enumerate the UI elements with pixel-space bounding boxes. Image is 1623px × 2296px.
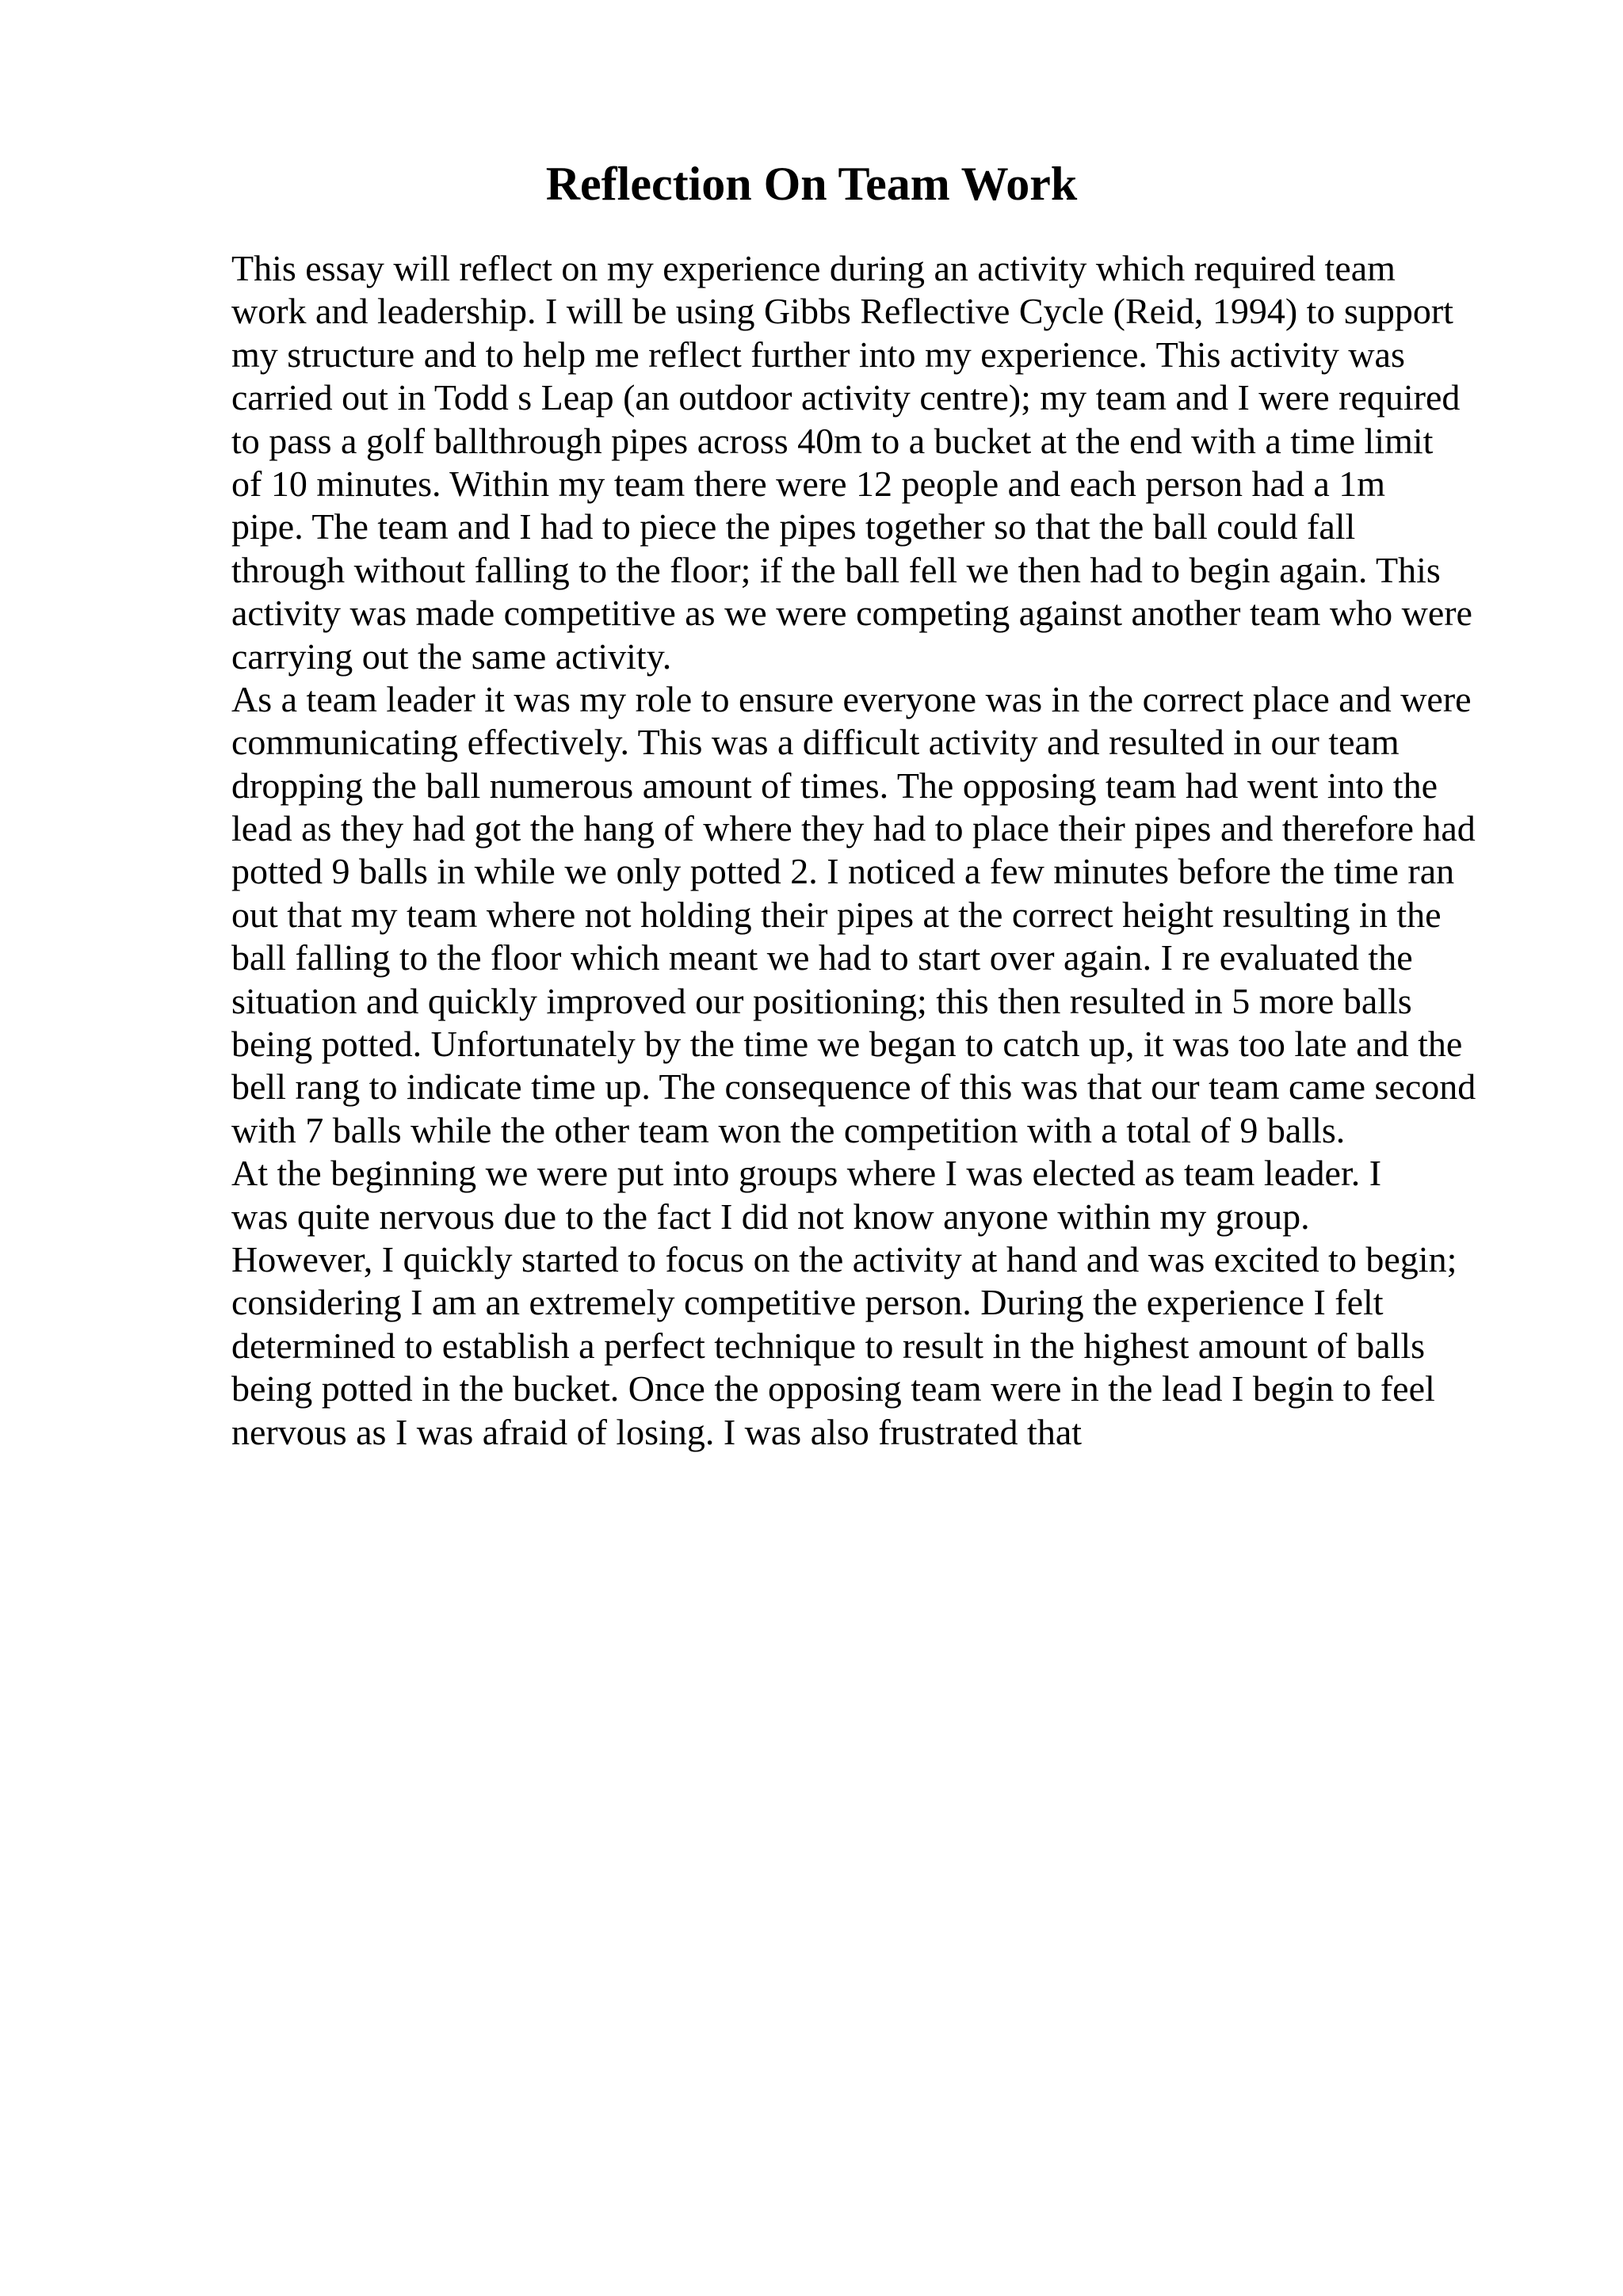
body-line: being potted in the bucket. Once the opposing team were in the lead I begin to feel (231, 1368, 1435, 1409)
body-line: communicating effectively. This was a difficult activity and resulted in our team (231, 722, 1400, 763)
document-title: Reflection On Team Work (545, 158, 1078, 210)
body-line: being potted. Unfortunately by the time we began to catch up, it was too late and the (231, 1024, 1463, 1065)
body-line: potted 9 balls in while we only potted 2. I noticed a few minutes before the time ran (231, 851, 1455, 892)
body-line: This essay will reflect on my experience during an activity which required team (231, 248, 1396, 288)
body-line: At the beginning we were put into groups where I was elected as team leader. I (231, 1153, 1382, 1194)
body-line: determined to establish a perfect technique to result in the highest amount of balls (231, 1325, 1426, 1366)
body-line: out that my team where not holding their pipes at the correct height resulting in the (231, 894, 1442, 935)
body-line: activity was made competitive as we were competing against another team who were (231, 593, 1472, 634)
body-line: bell rang to indicate time up. The consequence of this was that our team came second (231, 1066, 1476, 1108)
body-line: As a team leader it was my role to ensure everyone was in the correct place and were (231, 678, 1472, 719)
body-line: lead as they had got the hang of where they had to place their pipes and therefore had (231, 808, 1476, 849)
body-line: of 10 minutes. Within my team there were 12 people and each person had a 1m (231, 463, 1386, 504)
body-line: dropping the ball numerous amount of times. The opposing team had went into the (231, 765, 1438, 806)
body-line: my structure and to help me reflect further into my experience. This activity was (231, 334, 1405, 375)
body-line: nervous as I was afraid of losing. I was also frustrated that (231, 1411, 1083, 1452)
body-line: pipe. The team and I had to piece the pipes together so that the ball could fall (231, 506, 1356, 547)
body-line: situation and quickly improved our positioning; this then resulted in 5 more balls (231, 980, 1412, 1021)
body-line: However, I quickly started to focus on the activity at hand and was excited to begin; (231, 1238, 1457, 1280)
body-line: to pass a golf ballthrough pipes across 40m to a bucket at the end with a time limit (231, 420, 1434, 461)
body-line: work and leadership. I will be using Gibbs Reflective Cycle (Reid, 1994) to support (231, 291, 1453, 332)
body-line: ball falling to the floor which meant we had to start over again. I re evaluated the (231, 937, 1413, 978)
body-line: was quite nervous due to the fact I did not know anyone within my group. (231, 1196, 1310, 1237)
body-line: carried out in Todd s Leap (an outdoor activity centre); my team and I were required (231, 377, 1461, 418)
body-line: considering I am an extremely competitive person. During the experience I felt (231, 1282, 1384, 1323)
body-line: carrying out the same activity. (231, 635, 672, 677)
body-line: through without falling to the floor; if the ball fell we then had to begin again. This (231, 549, 1441, 590)
body-line: with 7 balls while the other team won the competition with a total of 9 balls. (231, 1109, 1346, 1150)
document-body (231, 247, 1579, 1454)
